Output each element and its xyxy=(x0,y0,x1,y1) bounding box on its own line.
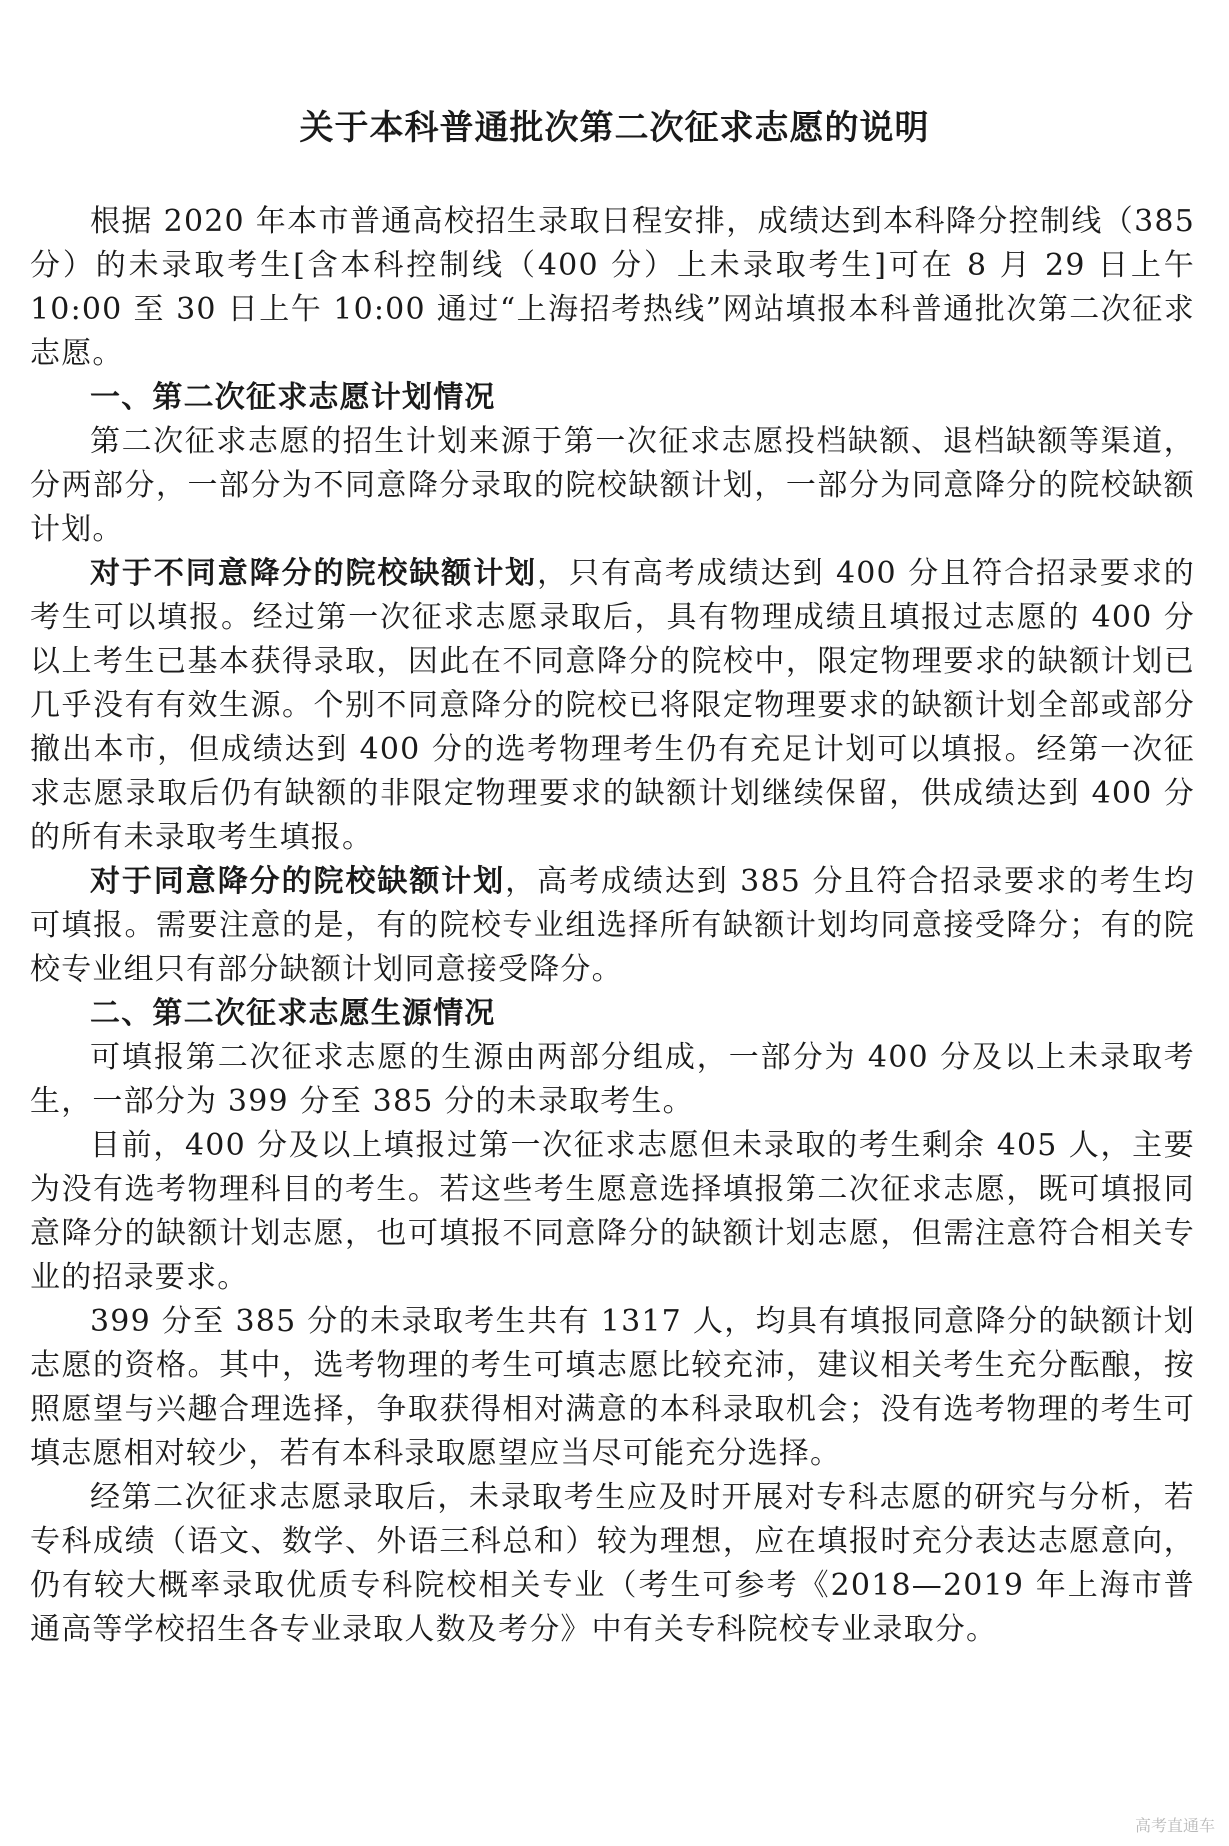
section1-paragraph-3 xyxy=(30,860,1195,992)
section2-paragraph-2: 目前，400 分及以上填报过第一次征求志愿但未录取的考生剩余 405 人，主要为没有选考物理科目的考生。若这些考生愿意选择填报第二次征求志愿，既可填报同意降分的缺额计划志愿，也可填报不同意降分的缺额计划志愿，但需注意符合相关专业的招录要求。 xyxy=(30,1128,1195,1295)
section2-paragraph-4: 经第二次征求志愿录取后，未录取考生应及时开展对专科志愿的研究与分析，若专科成绩（语文、数学、外语三科总和）较为理想，应在填报时充分表达志愿意向，仍有较大概率录取优质专科院校相关专业（考生可参考《2018—2019 年上海市普通高等学校招生各专业录取人数及考分》中有关专科院校专业录取分。 xyxy=(30,1480,1195,1647)
section1-paragraph-3-lead: 对于同意降分的院校缺额计划 xyxy=(90,864,506,899)
section1-paragraph-3-text: ，高考成绩达到 385 分且符合招录要求的考生均可填报。需要注意的是，有的院校专业组选择所有缺额计划均同意接受降分；有的院校专业组只有部分缺额计划同意接受降分。 xyxy=(30,864,1195,987)
watermark-text: 高考直通车 xyxy=(1134,1816,1215,1835)
section1-heading: 一、第二次征求志愿计划情况 xyxy=(90,380,496,415)
section1-paragraph-2-lead: 对于不同意降分的院校缺额计划 xyxy=(90,556,538,591)
document-title: 关于本科普通批次第二次征求志愿的说明 xyxy=(299,108,930,148)
section2-paragraph-3: 399 分至 385 分的未录取考生共有 1317 人，均具有填报同意降分的缺额计划志愿的资格。其中，选考物理的考生可填志愿比较充沛，建议相关考生充分酝酿，按照愿望与兴趣合理选择，争取获得相对满意的本科录取机会；没有选考物理的考生可填志愿相对较少，若有本科录取愿望应当尽可能充分选择。 xyxy=(30,1304,1195,1471)
section1-paragraph-2 xyxy=(30,552,1195,860)
section2-paragraph-1: 可填报第二次征求志愿的生源由两部分组成，一部分为 400 分及以上未录取考生，一部分为 399 分至 385 分的未录取考生。 xyxy=(30,1040,1195,1119)
document-body xyxy=(30,200,1195,1652)
section1-paragraph-1: 第二次征求志愿的招生计划来源于第一次征求志愿投档缺额、退档缺额等渠道，分两部分，一部分为不同意降分录取的院校缺额计划，一部分为同意降分的院校缺额计划。 xyxy=(30,424,1195,547)
intro-paragraph: 根据 2020 年本市普通高校招生录取日程安排，成绩达到本科降分控制线（385 分）的未录取考生[含本科控制线（400 分）上未录取考生]可在 8 月 29 日上午 10:00 至 30 日上午 10:00 通过“上海招考热线”网站填报本科普通批次第二次征求志愿。 xyxy=(30,204,1195,371)
section1-paragraph-2-text: ，只有高考成绩达到 400 分且符合招录要求的考生可以填报。经过第一次征求志愿录取后，具有物理成绩且填报过志愿的 400 分以上考生已基本获得录取，因此在不同意降分的院校中，限定物理要求的缺额计划已几乎没有有效生源。个别不同意降分的院校已将限定物理要求的缺额计划全部或部分撤出本市，但成绩达到 400 分的选考物理考生仍有充足计划可以填报。经第一次征求志愿录取后仍有缺额的非限定物理要求的缺额计划继续保留，供成绩达到 400 分的所有未录取考生填报。 xyxy=(30,556,1195,855)
section2-heading: 二、第二次征求志愿生源情况 xyxy=(90,996,496,1031)
